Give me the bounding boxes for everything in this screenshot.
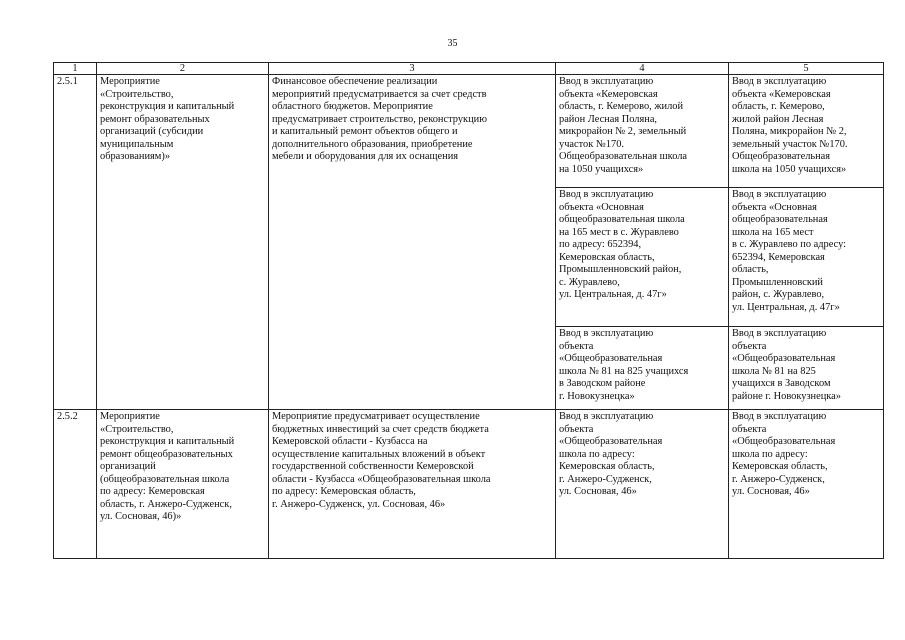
- table-row: [54, 410, 884, 559]
- row-number: 2.5.2: [54, 410, 97, 559]
- indicator-cell: Ввод в эксплуатацию объекта «Общеобразовательная школа по адресу: Кемеровская область, г. Анжеро-Судженск, ул. Сосновая, 46»: [729, 410, 884, 559]
- description-cell: Финансовое обеспечение реализации мероприятий предусматривается за счет средств областного бюджетов. Мероприятие предусматривает строительство, реконструкцию и капитальный ремонт объектов общего и дополнительного образования, приобретение мебели и оборудования для их оснащения: [269, 75, 556, 410]
- indicator-cell: Ввод в эксплуатацию объекта «Кемеровская область, г. Кемерово, жилой район Лесная Поляна, микрорайон № 2, земельный участок №170. Общеобразовательная школа на 1050 учащихся»: [729, 75, 884, 188]
- event-cell: Мероприятие «Строительство, реконструкция и капитальный ремонт общеобразовательных организаций (общеобразовательная школа по адресу: Кемеровская область, г. Анжеро-Судженск, ул. Сосновая, 46)»: [97, 410, 269, 559]
- event-cell: Мероприятие «Строительство, реконструкция и капитальный ремонт образовательных организаций (субсидии муниципальным образованиям)»: [97, 75, 269, 410]
- row-number: 2.5.1: [54, 75, 97, 410]
- column-header: 5: [729, 63, 884, 75]
- result-cell: Ввод в эксплуатацию объекта «Общеобразовательная школа № 81 на 825 учащихся в Заводском районе г. Новокузнецка»: [556, 327, 729, 410]
- column-header: 3: [269, 63, 556, 75]
- indicator-cell: Ввод в эксплуатацию объекта «Общеобразовательная школа № 81 на 825 учащихся в Заводском районе г. Новокузнецка»: [729, 327, 884, 410]
- program-table: [53, 62, 884, 559]
- result-cell: Ввод в эксплуатацию объекта «Основная общеобразовательная школа на 165 мест в с. Журавлево по адресу: 652394, Кемеровская область, Промышленновский район, с. Журавлево, ул. Центральная, д. 47г»: [556, 188, 729, 327]
- page-number: 35: [447, 38, 458, 49]
- column-header: 2: [97, 63, 269, 75]
- result-cell: Ввод в эксплуатацию объекта «Общеобразовательная школа по адресу: Кемеровская область, г. Анжеро-Судженск, ул. Сосновая, 46»: [556, 410, 729, 559]
- column-header: 1: [54, 63, 97, 75]
- indicator-cell: Ввод в эксплуатацию объекта «Основная общеобразовательная школа на 165 мест в с. Журавлево по адресу: 652394, Кемеровская область, Промышленновский район, с. Журавлево, ул. Центральная, д. 47г»: [729, 188, 884, 327]
- column-header: 4: [556, 63, 729, 75]
- description-cell: Мероприятие предусматривает осуществление бюджетных инвестиций за счет средств бюджета Кемеровской области - Кузбасса на осуществление капитальных вложений в объект государственной собственности Кемеровской области - Кузбасса «Общеобразовательная школа по адресу: Кемеровская область, г. Анжеро-Судженск, ул. Сосновая, 46»: [269, 410, 556, 559]
- result-cell: Ввод в эксплуатацию объекта «Кемеровская область, г. Кемерово, жилой район Лесная Поляна, микрорайон № 2, земельный участок №170. Общеобразовательная школа на 1050 учащихся»: [556, 75, 729, 188]
- header-row: [54, 63, 884, 75]
- table-row: [54, 75, 884, 188]
